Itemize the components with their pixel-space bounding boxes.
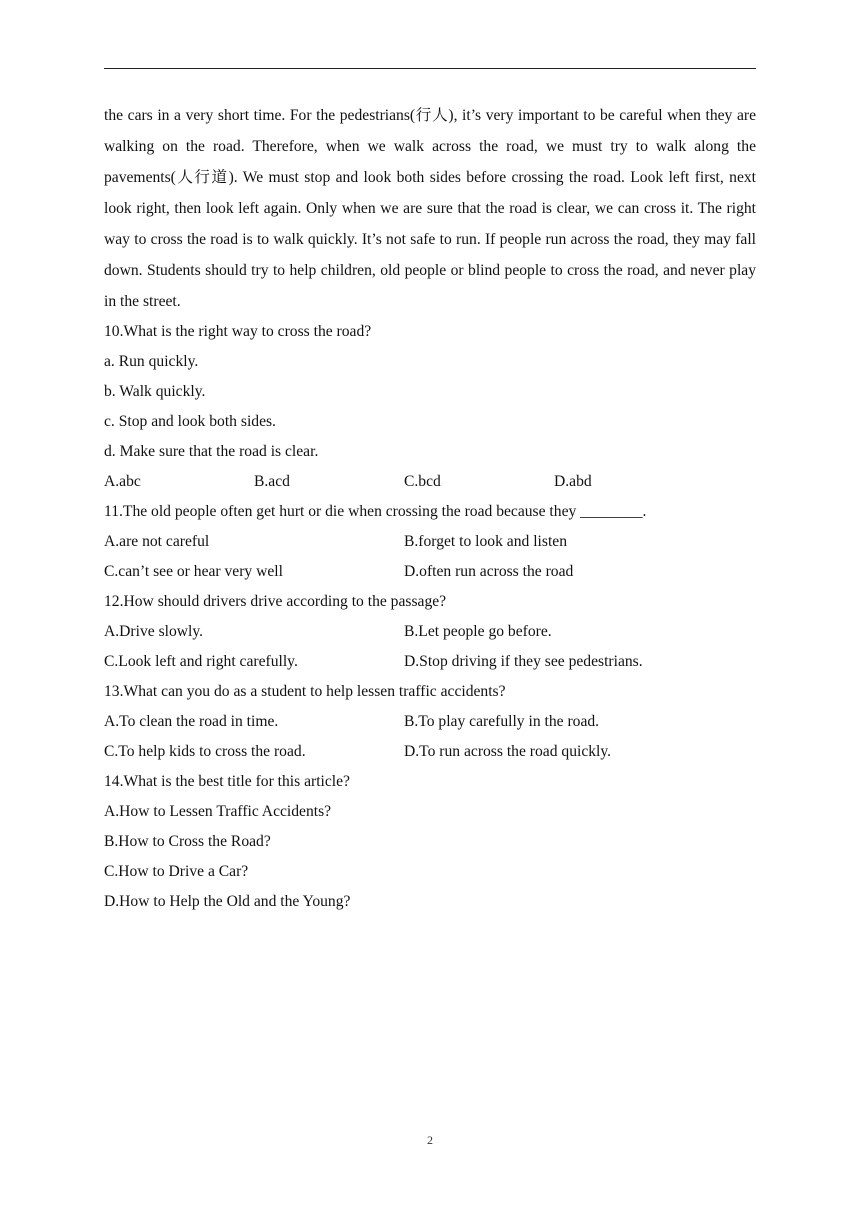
option-b: B.Let people go before. [404,623,552,640]
header-rule [104,68,756,69]
options-row [104,557,756,587]
option-a: A.To clean the road in time. [104,713,279,730]
question-stem: 13.What can you do as a student to help lessen traffic accidents? [104,683,506,700]
statement-c: c. Stop and look both sides. [104,413,276,430]
page-content [104,100,756,917]
question-14 [104,767,756,917]
question-11 [104,497,756,587]
option-c: C.bcd [404,473,441,490]
options-row [104,647,756,677]
question-13 [104,677,756,767]
options-row [104,707,756,737]
statement-b: b. Walk quickly. [104,383,206,400]
options-row [104,617,756,647]
question-stem: 10.What is the right way to cross the road? [104,323,372,340]
option-c: C.can’t see or hear very well [104,563,283,580]
option-a: A.How to Lessen Traffic Accidents? [104,803,332,820]
option-b: B.acd [254,473,290,490]
option-a: A.abc [104,473,141,490]
question-stem: 11.The old people often get hurt or die when crossing the road because they ________. [104,503,647,520]
option-b: B.How to Cross the Road? [104,833,271,850]
question-stem: 14.What is the best title for this article? [104,773,350,790]
option-c: C.Look left and right carefully. [104,653,298,670]
page-number: 2 [427,1133,433,1147]
option-a: A.are not careful [104,533,210,550]
options-row [104,527,756,557]
options-row [104,467,756,497]
option-c: C.To help kids to cross the road. [104,743,306,760]
option-a: A.Drive slowly. [104,623,204,640]
question-10 [104,317,756,497]
passage-paragraph: the cars in a very short time. For the pedestrians(行人), it’s very important to be careful when they are walking on the road. Therefore, when we walk across the road, we must try to walk along the pavements(人行道). We must stop and look both sides before crossing the road. Look left first, next look right, then look left again. Only when we are sure that the road is clear, we can cross it. The right way to cross the road is to walk quickly. It’s not safe to run. If people run across the road, they may fall down. Students should try to help children, old people or blind people to cross the road, and never play in the street. [104,107,756,310]
option-d: D.To run across the road quickly. [404,743,612,760]
option-d: D.Stop driving if they see pedestrians. [404,653,643,670]
question-stem: 12.How should drivers drive according to the passage? [104,593,447,610]
option-d: D.How to Help the Old and the Young? [104,893,351,910]
option-d: D.often run across the road [404,563,574,580]
options-row [104,737,756,767]
option-d: D.abd [554,473,592,490]
statement-d: d. Make sure that the road is clear. [104,443,319,460]
statement-a: a. Run quickly. [104,353,199,370]
option-b: B.forget to look and listen [404,533,567,550]
option-c: C.How to Drive a Car? [104,863,249,880]
question-12 [104,587,756,677]
option-b: B.To play carefully in the road. [404,713,600,730]
